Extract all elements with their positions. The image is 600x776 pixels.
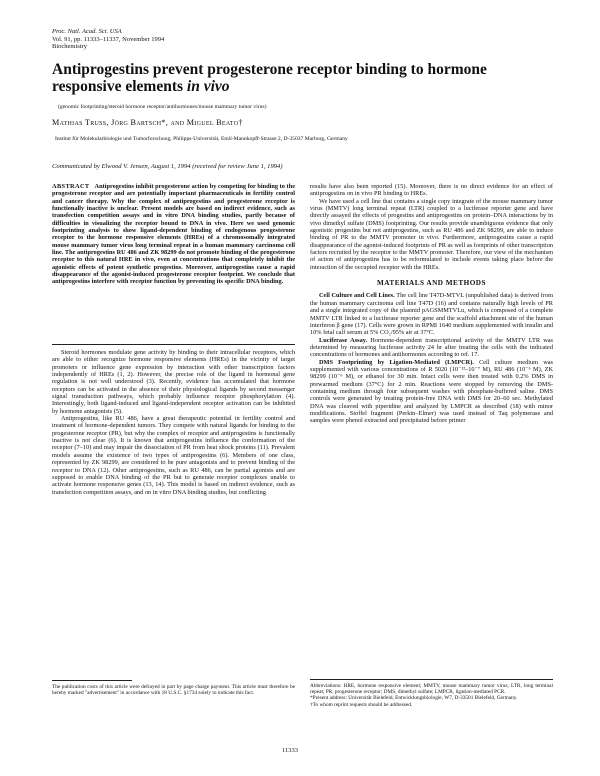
journal-section: Biochemistry <box>52 43 88 51</box>
paper-title <box>52 61 552 95</box>
communicated-by: Communicated by Elwood V. Jensen, August 1, 1994 (received for review June 1, 1994) <box>52 163 283 170</box>
abstract-label: ABSTRACT <box>52 183 90 190</box>
section-text-dms-footprinting: Cell culture medium was supplemented with various concentrations of R 5020 (10⁻¹²–10⁻⁷ M), RU 486 (10⁻⁶ M), ZK 98299 (10⁻⁶ M), or ethanol for 30 min. Intact cells were then treated with 0.2% DMS in prewarmed medium (37°C) for 2 min. Reactions were stopped by removing the DMS-containing medium through four subsequent washes with phosphate-buffered saline. DMS controls were generated by treating protein-free DNA with DMS for 20–60 sec. Methylated DNA was cleaved with piperidine and analyzed by LMPCR as described (18) with minor modifications. Stoffel fragment (Perkin–Elmer) was used instead of Taq polymerase and samples were phenol extracted and precipitated before primer <box>310 358 554 425</box>
journal-volume-pages: Vol. 91, pp. 11333–11337, November 1994 <box>52 35 165 43</box>
intro-paragraph-2: Antiprogestins, like RU 486, have a great therapeutic potential in fertility control and treatment of hormone-dependent tumors. They compete with natural ligands for binding to the progesterone receptor (PR), but why the complex of receptor and antiprogestins is functionally inactive is not clear (6). It is known that antiprogestins influence the conformation of the receptor (7–10) and may impair the dissociation of PR from heat shock proteins (11). Prevalent models assume the existence of two types of antiprogestins (6). Members of one class, represented by ZK 98299, are considered to be pure antagonists and to prevent binding of the receptor to DNA (12). Other antiprogestins, such as RU 486, can be partial agonists and are supposed to enable DNA binding of the PR but to generate receptor complexes unable to activate hormone responsive genes (13, 14). This model is based on indirect evidence, such as transfection competition assays, and on in vitro DNA binding studies, but conflicting <box>52 415 295 496</box>
publication-cost-text: The publication costs of this article were defrayed in part by page charge payment. This article must therefore be hereby marked "advertisement" in accordance with 18 U.S.C. §1734 solely to indicate this fact. <box>52 684 295 697</box>
methods-section-cell-culture <box>310 292 553 336</box>
section-title-cell-culture: Cell Culture and Cell Lines. <box>319 292 395 300</box>
section-title-luciferase: Luciferase Assay. <box>319 336 368 344</box>
journal-header <box>52 28 164 51</box>
right-column <box>310 183 553 425</box>
abstract-divider <box>52 344 295 345</box>
present-address-footnote: *Present address: Universität Bielefeld, Entwicklungsbiologie, W7, D-33501 Bielefeld, Germany. <box>310 695 518 702</box>
introduction-left-column <box>52 349 295 496</box>
abstract <box>52 183 295 286</box>
footnote-divider-right <box>310 679 553 680</box>
abbreviations-footnotes <box>310 683 553 708</box>
methods-section-luciferase <box>310 337 553 359</box>
abstract-text: Antiprogestins inhibit progesterone action by competing for binding to the progesterone receptor and are potentially important pharmaceuticals in fertility control and cancer therapy. Why the complex of antiprogestins and progesterone receptor is functionally inactive is unclear. Present models are based on indirect evidence, such as transfection competition assays and in vitro DNA binding studies, partly because of difficulties in visualizing the receptor bound to DNA in vivo. Here we used genomic footprinting analysis to show ligand-dependent binding of endogenous progesterone receptor to the hormone responsive elements (HREs) of a chromosomally integrated mouse mammary tumor virus long terminal repeat in a human mammary carcinoma cell line. The antiprogestins RU 486 and ZK 98299 do not promote binding of the progesterone receptor to this natural HRE in vivo, even at concentrations that completely inhibit the agonistic effects of potent synthetic progestins. Moreover, antiprogestins cause a rapid disappearance of the agonist-induced progesterone receptor footprint. We conclude that antiprogestins interfere with receptor function by preventing its specific DNA binding. <box>52 183 295 286</box>
methods-heading: MATERIALS AND METHODS <box>376 279 486 288</box>
page-number: 11333 <box>282 747 299 754</box>
intro-paragraph-3: results have also been reported (15). Moreover, there is no direct evidence for an effect of antiprogestins on in vivo PR binding to HREs. <box>310 183 553 198</box>
intro-paragraph-4: We have used a cell line that contains a single copy integrate of the mouse mammary tumor virus (MMTV) long terminal repeat (LTR) coupled to a luciferase reporter gene and have directly assayed the effects of progestins and antiprogestins on protein–DNA interactions by in vivo dimethyl sulfate (DMS) footprinting. Our results provide unambiguous evidence that only agonistic progestins but not antiprogestins, such as RU 486 and ZK 98299, are able to induce binding of PR to the MMTV promoter in vivo. Furthermore, antiprogestins cause a rapid disappearance of the agonist-induced footprints of PR as well as footprints of other transcription factors recruited by the receptor to the MMTV promoter. Therefore, our view of the mechanism of action of antiprogestins has to be reformulated to include events taking place before the interaction of the occupied receptor with the HREs. <box>310 197 553 271</box>
journal-name: Proc. Natl. Acad. Sci. USA <box>52 28 122 35</box>
intro-paragraph-1: Steroid hormones modulate gene activity by binding to their intracellular receptors, which are able to either recognize hormone responsive elements (HREs) in the vicinity of target promoters or influence gene expression by interaction with other transcription factors independently of HREs (1, 2). However, the precise role of the ligand in hormonal gene regulation is not well understood (3). Recently, evidence has accumulated that hormone receptors can be activated in the absence of their physiological ligands by second messenger signal transduction pathways, which probably influence receptor phosphorylation (4). Interestingly, both ligand-induced and ligand-independent receptor activation can be inhibited by hormone antagonists (5). <box>52 349 295 415</box>
affiliation: Institut für Molekularbiologie und Tumorforschung, Philipps-Universität, Emil-Mannkopff-Strasse 2, D-35037 Marburg, Germany <box>55 136 348 142</box>
footnote-divider-left <box>52 680 132 681</box>
reprint-requests-footnote: †To whom reprint requests should be addressed. <box>310 701 413 708</box>
authors: Mathias Truss, Jörg Bartsch*, and Miguel Beato† <box>52 118 243 127</box>
methods-section-dms-footprinting <box>310 359 553 425</box>
title-emphasis: in vivo <box>186 78 230 95</box>
title-main: Antiprogestins prevent progesterone receptor binding to hormone responsive elements <box>52 61 487 95</box>
section-text-luciferase: Hormone-dependent transcriptional activity of the MMTV LTR was determined by measuring luciferase activity 24 hr after treating the cells with the indicated concentrations of hormones and antihormones according to ref. 17. <box>310 336 553 359</box>
abbreviations-footnote: Abbreviations: HRE, hormone responsive element; MMTV, mouse mammary tumor virus; LTR, long terminal repeat; PR, progesterone receptor; DMS, dimethyl sulfate; LMPCR, ligation-mediated PCR. <box>310 683 553 696</box>
section-title-dms-footprinting: DMS Footprinting by Ligation-Mediated (LMPCR). <box>319 358 474 366</box>
keywords: (genomic footprinting/steroid hormone receptor/antihormones/mouse mammary tumor virus) <box>58 104 267 110</box>
publication-cost-footnote <box>52 684 295 696</box>
section-text-cell-culture: The cell line T47D-MTVL (unpublished data) is derived from the human mammary carcinoma cell line T47D (16) and contains naturally high levels of PR and a single integrated copy of the plasmid pAGSMMTVLu, which is composed of a complete MMTV LTR linked to a luciferase reporter gene and the scaffold attachment site of the human interferon β gene (17). Cells were grown in RPMI 1640 medium supplemented with insulin and 10% fetal calf serum at 5% CO₂/95% air at 37°C. <box>310 292 553 337</box>
